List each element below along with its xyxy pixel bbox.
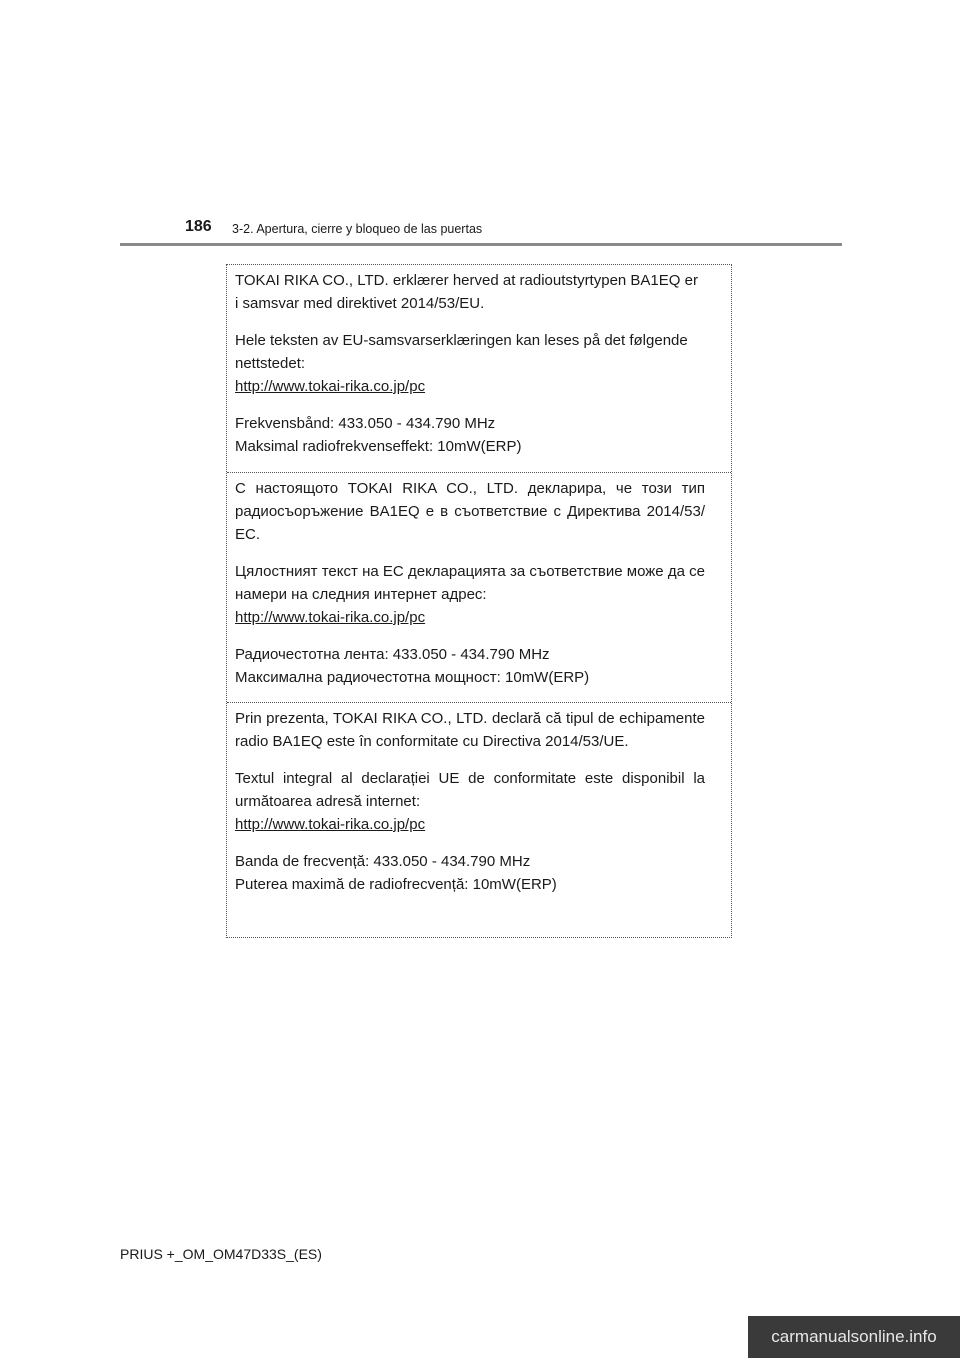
notice-frequency: Радиочестотна лента: 433.050 - 434.790 MHz: [235, 646, 550, 663]
notice-full-text: Textul integral al declarației UE de conformitate este disponibil la următoarea adresă internet:: [235, 770, 705, 810]
declaration-notice-box: [226, 264, 732, 938]
notice-url-link[interactable]: http://www.tokai-rika.co.jp/pc: [235, 609, 426, 626]
footer-model-code: PRIUS +_OM_OM47D33S_(ES): [120, 1246, 322, 1262]
notice-url-link[interactable]: http://www.tokai-rika.co.jp/pc: [235, 378, 426, 395]
page-number: 186: [185, 218, 212, 235]
notice-bulgarian: [227, 477, 731, 689]
notice-full-text: Hele teksten av EU-samsvarserklæringen kan leses på det følgende nettstedet:: [235, 332, 688, 372]
section-divider: [227, 472, 731, 473]
section-title: 3-2. Apertura, cierre y bloqueo de las puertas: [232, 222, 483, 236]
notice-url-link[interactable]: http://www.tokai-rika.co.jp/pc: [235, 816, 426, 833]
notice-power: Maksimal radiofrekvenseffekt: 10mW(ERP): [235, 438, 522, 455]
section-divider: [227, 702, 731, 703]
notice-romanian: [227, 707, 731, 896]
notice-frequency: Frekvensbånd: 433.050 - 434.790 MHz: [235, 415, 496, 432]
notice-power: Puterea maximă de radiofrecvență: 10mW(ERP): [235, 876, 557, 893]
notice-power: Максимална радиочестотна мощност: 10mW(ERP): [235, 669, 590, 686]
notice-full-text: Цялостният текст на ЕС декларацията за съответствие може да се намери на следния интернет адрес:: [235, 563, 705, 603]
notice-frequency: Banda de frecvență: 433.050 - 434.790 MHz: [235, 853, 531, 870]
notice-declaration: TOKAI RIKA CO., LTD. erklærer herved at radioutstyrtypen BA1EQ er i samsvar med direktivet 2014/53/EU.: [235, 272, 698, 312]
notice-norwegian: [227, 269, 731, 458]
watermark-logo: carmanualsonline.info: [748, 1316, 960, 1358]
notice-declaration: Prin prezenta, TOKAI RIKA CO., LTD. declară că tipul de echipamente radio BA1EQ este în conformitate cu Directiva 2014/53/UE.: [235, 710, 705, 750]
notice-declaration: С настоящото TOKAI RIKA CO., LTD. декларира, че този тип радиосъоръжение BA1EQ е в съответствие с Директива 2014/53/ЕС.: [235, 480, 705, 543]
header-rule: [120, 243, 842, 246]
